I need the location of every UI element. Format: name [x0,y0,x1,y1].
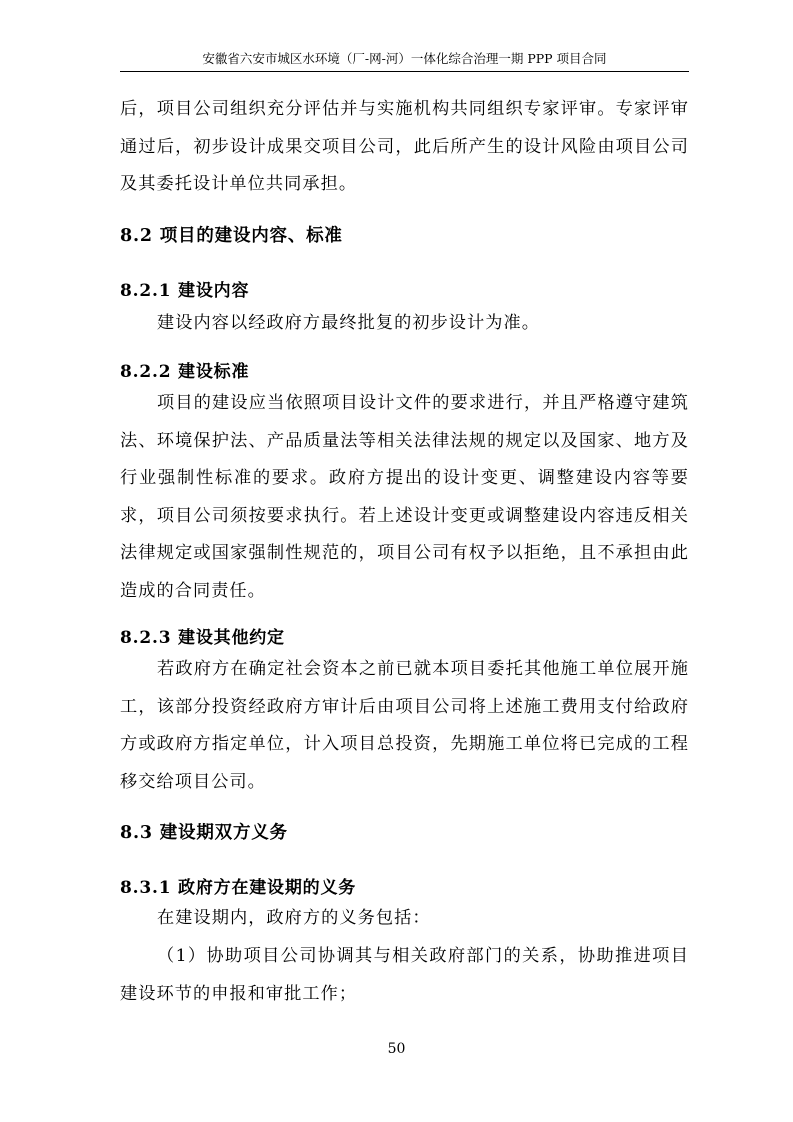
subsection-heading-8-2-1: 8.2.1 建设内容 [120,281,250,301]
paragraph-intro: 后，项目公司组织充分评估并与实施机构共同组织专家评审。专家评审通过后，初步设计成果交项目公司，此后所产生的设计风险由项目公司及其委托设计单位共同承担。 [120,99,689,194]
subsection-heading-8-3-1: 8.3.1 政府方在建设期的义务 [120,878,357,898]
running-header: 安徽省六安市城区水环境（厂-网-河）一体化综合治理一期 PPP 项目合同 [202,51,607,66]
subsection-heading-8-2-2: 8.2.2 建设标准 [120,362,250,382]
section-heading-8-2: 8.2 项目的建设内容、标准 [120,226,343,246]
page-number: 50 [387,1041,406,1057]
section-heading-8-3: 8.3 建设期双方义务 [120,823,288,843]
paragraph-8-3-1: 在建设期内，政府方的义务包括： [157,908,431,928]
header-divider [120,71,689,72]
list-item-1: （1）协助项目公司协调其与相关政府部门的关系，协助推进项目建设环节的申报和审批工作； [120,946,689,1004]
paragraph-8-2-3: 若政府方在确定社会资本之前已就本项目委托其他施工单位展开施工，该部分投资经政府方审计后由项目公司将上述施工费用支付给政府方或政府方指定单位，计入项目总投资，先期施工单位将已完成的工程移交给项目公司。 [120,659,689,792]
subsection-heading-8-2-3: 8.2.3 建设其他约定 [120,628,285,648]
paragraph-8-2-2: 项目的建设应当依照项目设计文件的要求进行，并且严格遵守建筑法、环境保护法、产品质量法等相关法律法规的规定以及国家、地方及行业强制性标准的要求。政府方提出的设计变更、调整建设内容等要求，项目公司须按要求执行。若上述设计变更或调整建设内容违反相关法律规定或国家强制性规范的，项目公司有权予以拒绝，且不承担由此造成的合同责任。 [120,393,689,601]
paragraph-8-2-1: 建设内容以经政府方最终批复的初步设计为准。 [157,313,540,333]
